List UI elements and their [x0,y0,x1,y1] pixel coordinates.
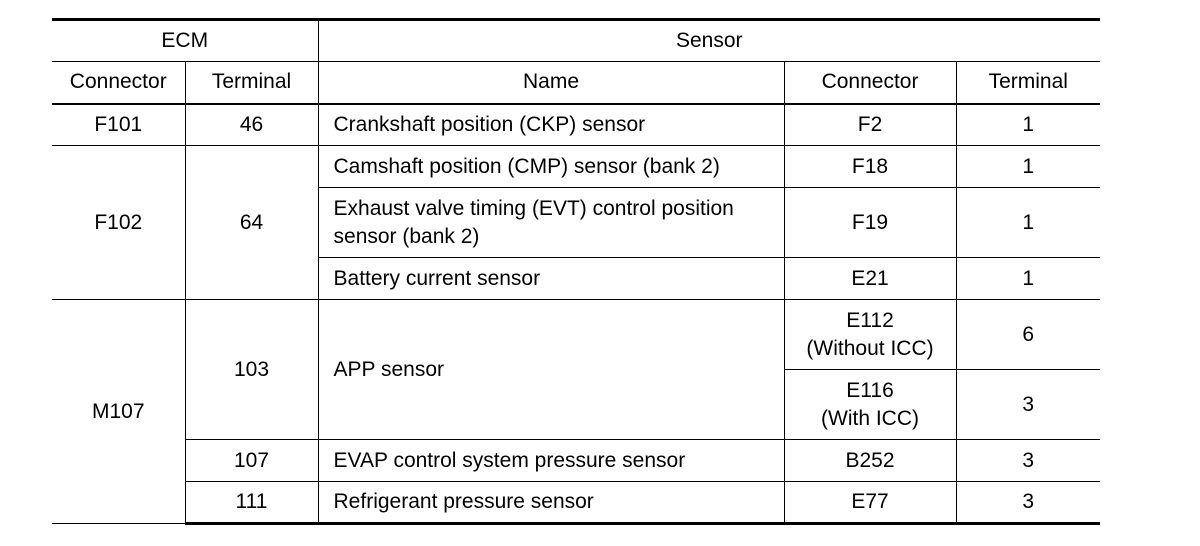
table-row [52,104,1100,146]
sensor-connector-cell [784,300,956,370]
sensor-name-cell: EVAP control system pressure sensor [318,440,784,482]
col-header-sensor-name: Name [318,62,784,104]
sensor-connector-line: E112 [846,308,894,332]
sensor-terminal-cell: 1 [956,104,1100,146]
table-row [52,146,1100,188]
sensor-connector-cell: E77 [784,482,956,524]
sensor-name-cell: Crankshaft position (CKP) sensor [318,104,784,146]
ecm-terminal-cell: 111 [185,482,318,524]
sensor-name-cell [318,188,784,258]
table-row [52,482,1100,524]
table-row [52,300,1100,370]
sensor-connector-cell: F18 [784,146,956,188]
col-header-ecm-terminal: Terminal [185,62,318,104]
sensor-name-cell: Refrigerant pressure sensor [318,482,784,524]
col-header-sensor-terminal: Terminal [956,62,1100,104]
sensor-connector-cell [784,370,956,440]
sensor-connector-line: (Without ICC) [806,336,934,360]
sensor-connector-cell: F2 [784,104,956,146]
ecm-terminal-cell: 64 [185,146,318,300]
sensor-name-cell: Camshaft position (CMP) sensor (bank 2) [318,146,784,188]
column-header-row [52,62,1100,104]
ecm-group-header: ECM [52,20,318,62]
sensor-connector-cell: B252 [784,440,956,482]
group-header-row [52,20,1100,62]
sensor-name-cell: Battery current sensor [318,258,784,300]
sensor-name-line: sensor (bank 2) [333,224,480,248]
sensor-group-header: Sensor [318,20,1100,62]
table-row [52,440,1100,482]
sensor-terminal-cell: 1 [956,146,1100,188]
col-header-sensor-connector: Connector [784,62,956,104]
sensor-terminal-cell: 3 [956,482,1100,524]
sensor-name-cell: APP sensor [318,300,784,440]
sensor-connector-line: (With ICC) [821,406,920,430]
sensor-connector-line: E116 [846,378,894,402]
sensor-terminal-cell: 6 [956,300,1100,370]
ecm-terminal-cell: 103 [185,300,318,440]
sensor-terminal-cell: 3 [956,370,1100,440]
ecm-terminal-cell: 107 [185,440,318,482]
ecm-connector-cell: M107 [52,300,185,524]
ecm-terminal-cell: 46 [185,104,318,146]
sensor-terminal-cell: 3 [956,440,1100,482]
ecm-connector-cell: F101 [52,104,185,146]
sensor-terminal-cell: 1 [956,258,1100,300]
sensor-name-line: Exhaust valve timing (EVT) control position [333,196,734,220]
col-header-ecm-connector: Connector [52,62,185,104]
ecm-sensor-table [52,18,1100,525]
sensor-terminal-cell: 1 [956,188,1100,258]
ecm-connector-cell: F102 [52,146,185,300]
sensor-connector-cell: E21 [784,258,956,300]
sensor-connector-cell: F19 [784,188,956,258]
